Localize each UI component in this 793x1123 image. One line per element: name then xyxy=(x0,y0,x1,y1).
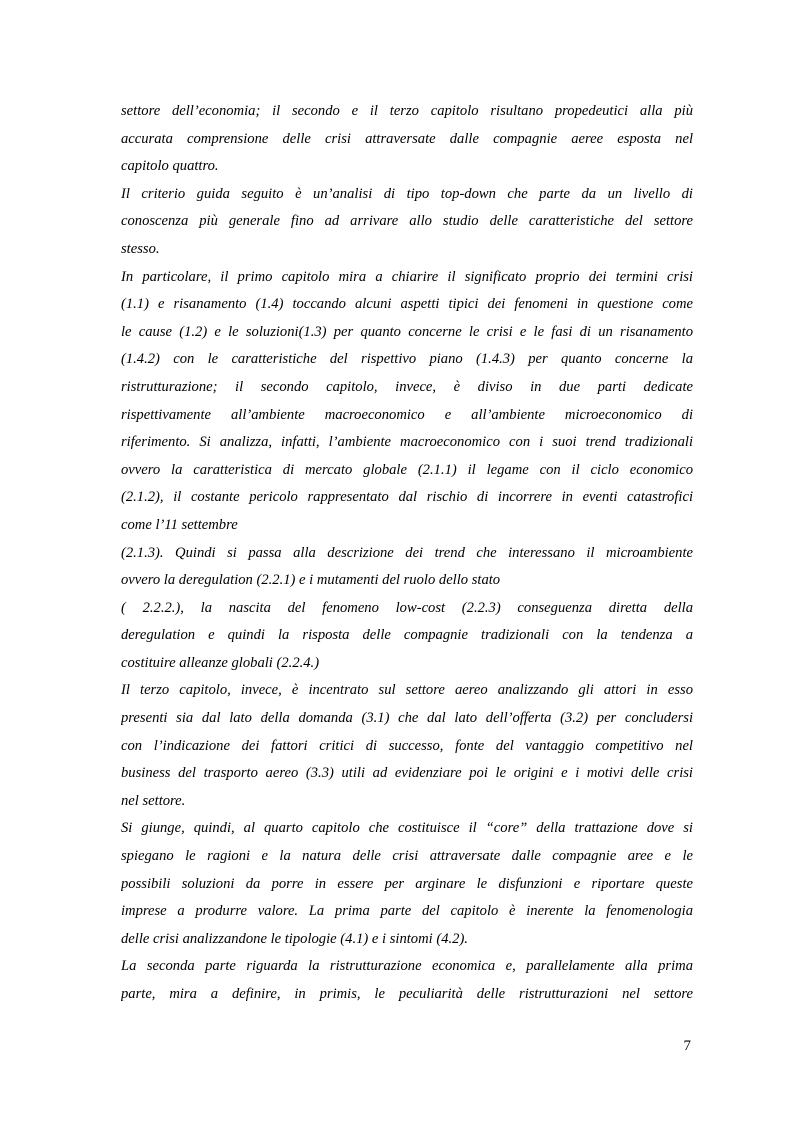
text-line: presenti sia dal lato della domanda (3.1) che dal lato dell’offerta (3.2) per concludersi xyxy=(121,710,693,727)
text-line: riferimento. Si analizza, infatti, l’ambiente macroeconomico con i suoi trend tradizionali xyxy=(121,434,693,451)
text-line: (1.4.2) con le caratteristiche del rispettivo piano (1.4.3) per quanto concerne la xyxy=(121,351,693,368)
text-line: Il criterio guida seguito è un’analisi di tipo top-down che parte da un livello di xyxy=(121,185,693,202)
text-line: (2.1.2), il costante pericolo rappresentato dal rischio di incorrere in eventi catastrofici xyxy=(121,489,693,506)
text-line: settore dell’economia; il secondo e il terzo capitolo risultano propedeutici alla più xyxy=(121,103,693,119)
text-line: ovvero la deregulation (2.2.1) e i mutamenti del ruolo dello stato xyxy=(121,572,501,589)
text-line: come l’11 settembre xyxy=(121,516,238,533)
text-line: (1.1) e risanamento (1.4) toccando alcuni aspetti tipici dei fenomeni in questione come xyxy=(121,296,693,313)
text-line: In particolare, il primo capitolo mira a chiarire il significato proprio dei termini crisi xyxy=(121,268,693,285)
text-line: Il terzo capitolo, invece, è incentrato sul settore aereo analizzando gli attori in esso xyxy=(121,682,693,699)
text-line: ( 2.2.2.), la nascita del fenomeno low-cost (2.2.3) conseguenza diretta della xyxy=(121,599,693,616)
text-line: delle crisi analizzandone le tipologie (4.1) e i sintomi (4.2). xyxy=(121,930,468,947)
text-line: deregulation e quindi la risposta delle compagnie tradizionali con la tendenza a xyxy=(121,627,693,644)
text-line: spiegano le ragioni e la natura delle crisi attraversate dalle compagnie aree e le xyxy=(121,848,693,865)
text-line: ovvero la caratteristica di mercato globale (2.1.1) il legame con il ciclo economico xyxy=(121,461,693,478)
text-line: possibili soluzioni da porre in essere per arginare le disfunzioni e riportare queste xyxy=(121,875,693,892)
text-line: La seconda parte riguarda la ristrutturazione economica e, parallelamente alla prima xyxy=(121,958,693,975)
text-line: le cause (1.2) e le soluzioni(1.3) per quanto concerne le crisi e le fasi di un risanamento xyxy=(121,323,693,340)
text-line: ristrutturazione; il secondo capitolo, invece, è diviso in due parti dedicate xyxy=(121,378,693,395)
text-line: business del trasporto aereo (3.3) utili ad evidenziare poi le origini e i motivi delle crisi xyxy=(121,765,693,782)
text-line: (2.1.3). Quindi si passa alla descrizione dei trend che interessano il microambiente xyxy=(121,544,693,561)
text-line: accurata comprensione delle crisi attraversate dalle compagnie aeree esposta nel xyxy=(121,130,693,147)
text-line: con l’indicazione dei fattori critici di successo, fonte del vantaggio competitivo nel xyxy=(121,737,693,754)
text-line: nel settore. xyxy=(121,792,186,809)
text-line: conoscenza più generale fino ad arrivare allo studio delle caratteristiche del settore xyxy=(121,213,693,230)
page-number: 7 xyxy=(683,1038,691,1054)
text-line: imprese a produrre valore. La prima parte del capitolo è inerente la fenomenologia xyxy=(121,903,693,920)
body-text xyxy=(121,98,693,1009)
text-line: rispettivamente all’ambiente macroeconomico e all’ambiente microeconomico di xyxy=(121,406,693,423)
text-line: costituire alleanze globali (2.2.4.) xyxy=(121,654,320,671)
text-line: Si giunge, quindi, al quarto capitolo che costituisce il “core” della trattazione dove si xyxy=(121,820,693,837)
text-line: capitolo quattro. xyxy=(121,158,219,175)
text-line: stesso. xyxy=(121,240,160,257)
text-line: parte, mira a definire, in primis, le peculiarità delle ristrutturazioni nel settore xyxy=(121,986,693,1002)
